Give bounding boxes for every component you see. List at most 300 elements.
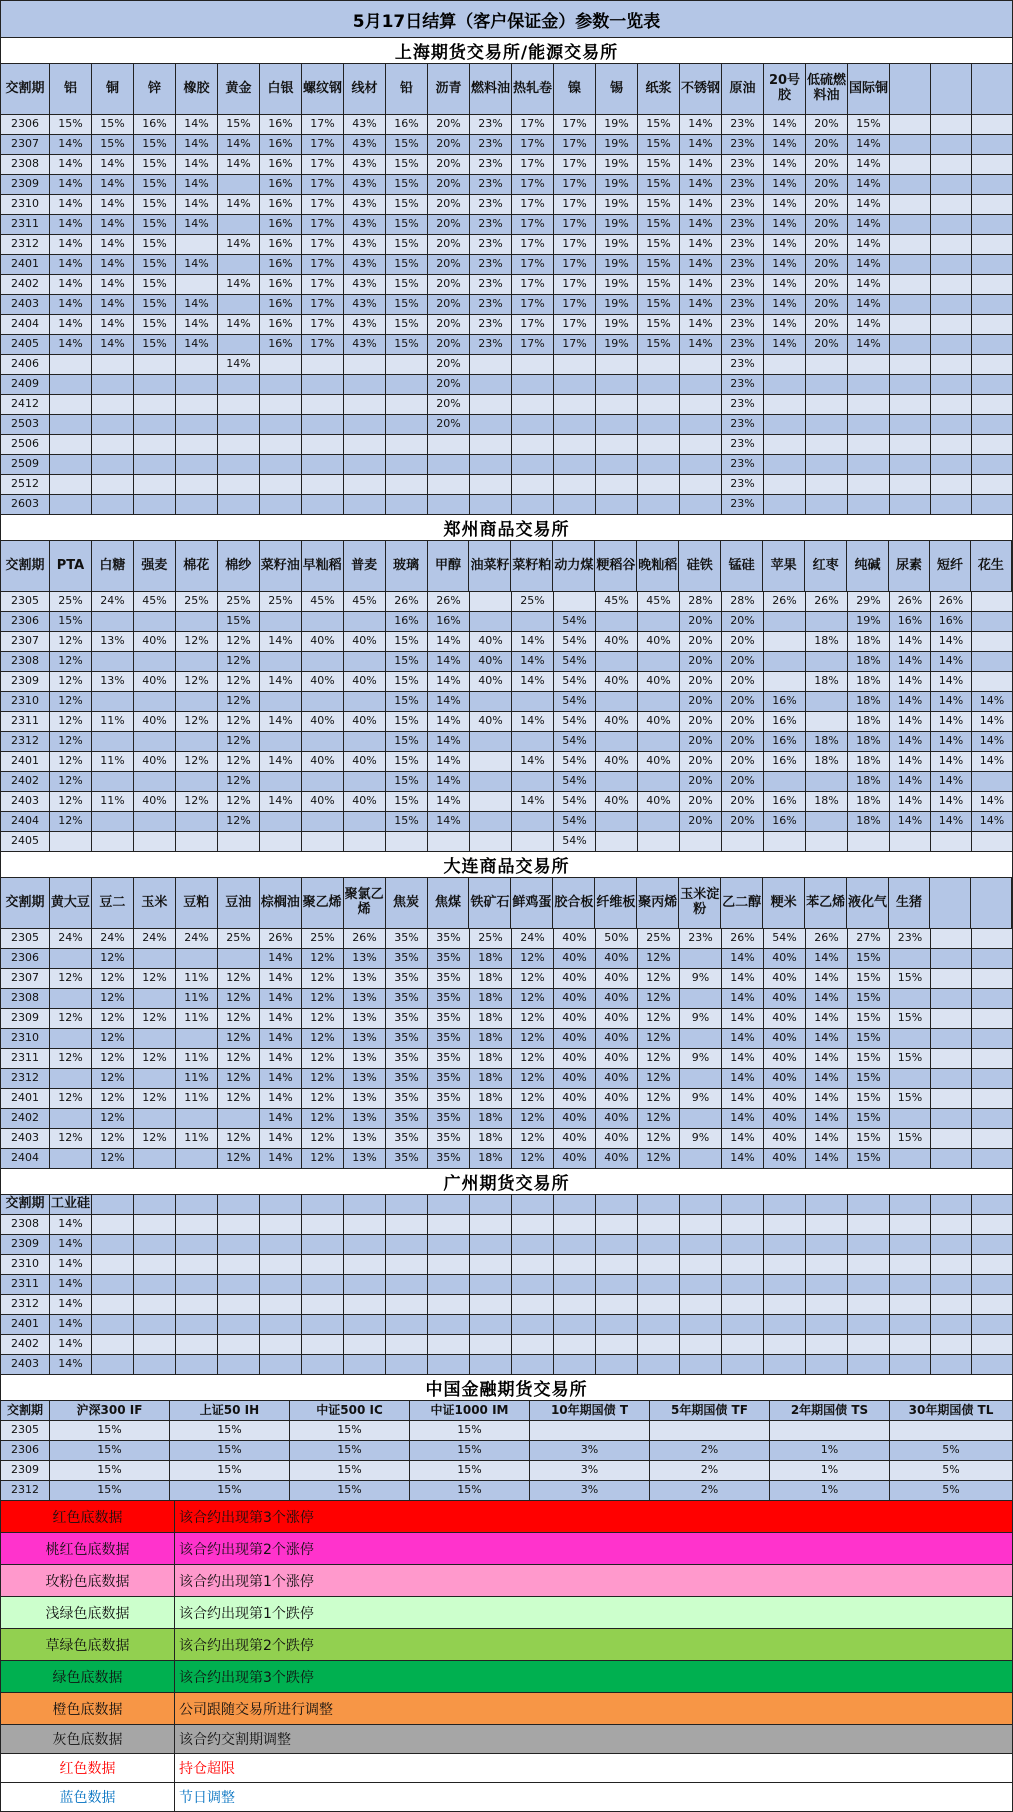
- table-cell: 14%: [428, 772, 470, 791]
- table-cell: [428, 832, 470, 851]
- table-cell: 14%: [260, 1049, 302, 1068]
- table-cell: 54%: [764, 929, 806, 948]
- table-cell: [890, 355, 931, 374]
- table-cell: 23%: [470, 135, 512, 154]
- table-cell: 35%: [386, 1129, 428, 1148]
- table-cell: 17%: [512, 335, 554, 354]
- table-row: [0, 1235, 1013, 1255]
- table-cell: [890, 415, 931, 434]
- table-cell: 15%: [134, 175, 176, 194]
- table-cell: 鲜鸡蛋: [511, 878, 553, 928]
- table-cell: 2308: [0, 155, 50, 174]
- table-cell: [931, 1295, 972, 1314]
- table-cell: [890, 135, 931, 154]
- table-cell: [470, 832, 512, 851]
- table-cell: 23%: [722, 335, 764, 354]
- table-cell: [470, 752, 512, 771]
- table-cell: [972, 415, 1013, 434]
- table-cell: [512, 1295, 554, 1314]
- table-cell: [596, 435, 638, 454]
- table-cell: 14%: [260, 1089, 302, 1108]
- table-cell: [260, 692, 302, 711]
- legend-item: [0, 1533, 1013, 1565]
- table-cell: 16%: [260, 215, 302, 234]
- table-cell: 17%: [512, 275, 554, 294]
- table-cell: 12%: [218, 632, 260, 651]
- table-cell: 12%: [512, 1069, 554, 1088]
- table-cell: 短纤: [930, 541, 971, 591]
- table-cell: [972, 1089, 1013, 1108]
- table-cell: 19%: [596, 215, 638, 234]
- exchange-section-title: 郑州商品交易所: [0, 515, 1013, 541]
- table-row: [0, 1295, 1013, 1315]
- table-cell: 2312: [0, 1069, 50, 1088]
- table-cell: [890, 395, 931, 414]
- table-cell: [806, 1215, 848, 1234]
- legend-label: 浅绿色底数据: [1, 1597, 175, 1628]
- table-cell: 24%: [50, 929, 92, 948]
- table-cell: 14%: [764, 315, 806, 334]
- table-cell: 12%: [218, 1149, 260, 1168]
- table-cell: 12%: [302, 1129, 344, 1148]
- table-cell: 40%: [596, 1069, 638, 1088]
- table-cell: 40%: [302, 752, 344, 771]
- table-cell: 14%: [680, 135, 722, 154]
- table-cell: 交割期: [0, 1401, 50, 1420]
- table-cell: [554, 355, 596, 374]
- table-cell: [931, 395, 972, 414]
- table-cell: [134, 692, 176, 711]
- table-cell: [931, 155, 972, 174]
- table-cell: 17%: [302, 135, 344, 154]
- table-cell: 35%: [386, 1149, 428, 1168]
- table-cell: [722, 1275, 764, 1294]
- table-cell: 2305: [0, 929, 50, 948]
- table-cell: 54%: [554, 612, 596, 631]
- table-cell: [92, 1195, 134, 1214]
- table-cell: 35%: [386, 1029, 428, 1048]
- table-cell: [806, 612, 848, 631]
- table-cell: [806, 1295, 848, 1314]
- table-cell: [386, 355, 428, 374]
- table-cell: [50, 415, 92, 434]
- table-cell: [554, 1335, 596, 1354]
- table-cell: 12%: [218, 732, 260, 751]
- table-cell: 12%: [50, 692, 92, 711]
- table-cell: 2307: [0, 632, 50, 651]
- legend-label: 蓝色数据: [1, 1783, 175, 1811]
- table-cell: 14%: [218, 275, 260, 294]
- table-cell: [848, 1235, 890, 1254]
- table-cell: 40%: [134, 712, 176, 731]
- table-cell: 14%: [806, 1069, 848, 1088]
- table-cell: 14%: [931, 652, 972, 671]
- table-cell: 20%: [806, 335, 848, 354]
- table-row: [0, 455, 1013, 475]
- table-cell: 15%: [386, 275, 428, 294]
- table-cell: [302, 612, 344, 631]
- table-cell: 45%: [596, 592, 638, 611]
- table-cell: [931, 969, 972, 988]
- table-cell: 16%: [386, 612, 428, 631]
- table-cell: [596, 1355, 638, 1374]
- table-cell: 23%: [470, 315, 512, 334]
- table-cell: 15%: [638, 335, 680, 354]
- table-cell: [302, 812, 344, 831]
- table-cell: [554, 1235, 596, 1254]
- table-cell: [554, 1355, 596, 1374]
- table-cell: 15%: [638, 295, 680, 314]
- table-cell: 14%: [764, 255, 806, 274]
- table-cell: 40%: [134, 632, 176, 651]
- table-cell: 23%: [722, 295, 764, 314]
- table-cell: 35%: [386, 989, 428, 1008]
- table-cell: 14%: [972, 692, 1013, 711]
- table-cell: [890, 475, 931, 494]
- table-cell: 12%: [302, 989, 344, 1008]
- table-cell: 液化气: [847, 878, 889, 928]
- table-cell: [890, 832, 931, 851]
- table-cell: [260, 1295, 302, 1314]
- table-cell: 2311: [0, 215, 50, 234]
- table-cell: 1%: [770, 1441, 890, 1460]
- table-cell: 18%: [848, 652, 890, 671]
- table-cell: [92, 355, 134, 374]
- table-cell: 2306: [0, 612, 50, 631]
- table-cell: 12%: [92, 1149, 134, 1168]
- table-row: [0, 672, 1013, 692]
- table-cell: [428, 1355, 470, 1374]
- table-cell: 15%: [386, 295, 428, 314]
- table-cell: 黄金: [218, 64, 260, 114]
- table-cell: [806, 712, 848, 731]
- table-cell: [134, 989, 176, 1008]
- table-cell: [176, 732, 218, 751]
- table-cell: [344, 1315, 386, 1334]
- table-cell: 12%: [50, 772, 92, 791]
- table-cell: [972, 1275, 1013, 1294]
- table-cell: 40%: [596, 1029, 638, 1048]
- table-cell: [470, 1335, 512, 1354]
- table-cell: [428, 1275, 470, 1294]
- legend-item: [0, 1629, 1013, 1661]
- table-cell: 23%: [722, 115, 764, 134]
- table-cell: 15%: [638, 255, 680, 274]
- table-cell: [596, 692, 638, 711]
- table-cell: 12%: [50, 652, 92, 671]
- table-cell: 3%: [530, 1441, 650, 1460]
- table-cell: 沥青: [428, 64, 470, 114]
- table-cell: 15%: [134, 135, 176, 154]
- table-cell: 2%: [650, 1481, 770, 1500]
- table-cell: 40%: [302, 672, 344, 691]
- table-cell: 23%: [722, 475, 764, 494]
- table-cell: 12%: [512, 1009, 554, 1028]
- table-cell: 18%: [470, 1149, 512, 1168]
- table-cell: [972, 949, 1013, 968]
- table-cell: [764, 375, 806, 394]
- table-cell: 14%: [260, 1029, 302, 1048]
- table-cell: [554, 375, 596, 394]
- table-cell: [638, 395, 680, 414]
- table-cell: 5年期国债 TF: [650, 1401, 770, 1420]
- table-cell: [806, 812, 848, 831]
- table-cell: [176, 1275, 218, 1294]
- table-cell: 17%: [554, 155, 596, 174]
- table-cell: 13%: [344, 1109, 386, 1128]
- table-cell: 14%: [764, 195, 806, 214]
- table-cell: [972, 612, 1013, 631]
- table-cell: 14%: [806, 1029, 848, 1048]
- table-cell: [680, 949, 722, 968]
- table-cell: 20%: [428, 375, 470, 394]
- table-cell: 14%: [218, 135, 260, 154]
- table-cell: 2401: [0, 255, 50, 274]
- table-row: [0, 1029, 1013, 1049]
- table-cell: 15%: [638, 195, 680, 214]
- table-cell: 23%: [470, 235, 512, 254]
- table-cell: 15%: [386, 732, 428, 751]
- table-cell: [302, 1355, 344, 1374]
- table-cell: 12%: [218, 1049, 260, 1068]
- legend-label: 绿色底数据: [1, 1661, 175, 1692]
- table-cell: [972, 355, 1013, 374]
- table-cell: [972, 989, 1013, 1008]
- table-cell: [344, 1295, 386, 1314]
- table-cell: [92, 732, 134, 751]
- table-cell: 23%: [470, 175, 512, 194]
- table-cell: 早籼稻: [302, 541, 344, 591]
- table-cell: 2404: [0, 315, 50, 334]
- table-cell: [848, 1335, 890, 1354]
- table-cell: [386, 475, 428, 494]
- table-cell: 豆二: [92, 878, 134, 928]
- table-cell: 14%: [50, 1295, 92, 1314]
- table-cell: 35%: [428, 929, 470, 948]
- table-row: [0, 1149, 1013, 1169]
- table-cell: [596, 1195, 638, 1214]
- table-cell: 14%: [680, 195, 722, 214]
- table-cell: 23%: [722, 435, 764, 454]
- table-cell: 18%: [848, 752, 890, 771]
- table-row: [0, 215, 1013, 235]
- table-cell: 锰硅: [721, 541, 763, 591]
- table-cell: 14%: [806, 1049, 848, 1068]
- table-cell: 14%: [428, 752, 470, 771]
- table-cell: 18%: [848, 792, 890, 811]
- table-cell: 26%: [722, 929, 764, 948]
- table-cell: 15%: [50, 1421, 170, 1440]
- table-cell: 11%: [92, 792, 134, 811]
- table-cell: PTA: [50, 541, 92, 591]
- table-cell: 2506: [0, 435, 50, 454]
- table-cell: [344, 375, 386, 394]
- table-cell: 17%: [554, 315, 596, 334]
- page-title: 5月17日结算（客户保证金）参数一览表: [0, 0, 1013, 38]
- table-cell: 24%: [512, 929, 554, 948]
- table-cell: [176, 395, 218, 414]
- table-cell: [344, 1215, 386, 1234]
- table-cell: 粳米: [763, 878, 805, 928]
- table-cell: 40%: [554, 1069, 596, 1088]
- table-cell: 5%: [890, 1461, 1013, 1480]
- table-cell: 交割期: [0, 1195, 50, 1214]
- table-cell: 26%: [931, 592, 972, 611]
- table-cell: [386, 395, 428, 414]
- table-cell: [176, 612, 218, 631]
- table-cell: 2404: [0, 812, 50, 831]
- table-cell: [260, 435, 302, 454]
- table-cell: 40%: [764, 1149, 806, 1168]
- table-cell: [890, 1149, 931, 1168]
- table-cell: 27%: [848, 929, 890, 948]
- table-cell: 20%: [722, 712, 764, 731]
- table-cell: [428, 475, 470, 494]
- table-cell: [596, 415, 638, 434]
- table-cell: 20%: [428, 175, 470, 194]
- table-cell: [931, 195, 972, 214]
- table-cell: 14%: [931, 692, 972, 711]
- table-cell: 14%: [92, 235, 134, 254]
- table-cell: 23%: [470, 155, 512, 174]
- table-cell: 15%: [410, 1461, 530, 1480]
- table-cell: [428, 1295, 470, 1314]
- table-cell: [386, 415, 428, 434]
- table-cell: 14%: [260, 752, 302, 771]
- table-cell: 15%: [50, 115, 92, 134]
- table-cell: [848, 1355, 890, 1374]
- table-cell: [806, 1355, 848, 1374]
- table-cell: [176, 1355, 218, 1374]
- table-cell: 17%: [554, 335, 596, 354]
- table-cell: [218, 335, 260, 354]
- table-cell: 15%: [50, 1481, 170, 1500]
- table-cell: 2402: [0, 772, 50, 791]
- table-cell: 16%: [764, 712, 806, 731]
- table-cell: [92, 475, 134, 494]
- table-cell: 40%: [764, 1029, 806, 1048]
- table-cell: 40%: [344, 672, 386, 691]
- table-cell: [50, 832, 92, 851]
- table-cell: 35%: [386, 949, 428, 968]
- table-row: [0, 652, 1013, 672]
- table-cell: 23%: [722, 415, 764, 434]
- table-cell: [972, 255, 1013, 274]
- table-cell: [512, 832, 554, 851]
- table-cell: [764, 1275, 806, 1294]
- table-cell: [344, 832, 386, 851]
- table-cell: [722, 1355, 764, 1374]
- table-cell: 18%: [806, 632, 848, 651]
- table-cell: 43%: [344, 335, 386, 354]
- table-cell: [302, 1275, 344, 1294]
- table-cell: 40%: [344, 792, 386, 811]
- table-cell: [176, 355, 218, 374]
- table-cell: 20%: [806, 175, 848, 194]
- table-cell: 16%: [764, 812, 806, 831]
- table-cell: 交割期: [0, 64, 50, 114]
- table-cell: [302, 1335, 344, 1354]
- table-cell: [931, 64, 972, 114]
- table-cell: 14%: [848, 215, 890, 234]
- table-cell: 12%: [512, 1129, 554, 1148]
- table-cell: [972, 772, 1013, 791]
- table-cell: [764, 672, 806, 691]
- table-cell: [470, 692, 512, 711]
- exchange-section-title: 上海期货交易所/能源交易所: [0, 38, 1013, 64]
- table-cell: 13%: [344, 1029, 386, 1048]
- table-cell: 40%: [554, 1049, 596, 1068]
- table-cell: [931, 415, 972, 434]
- table-cell: 12%: [638, 1009, 680, 1028]
- table-cell: 18%: [848, 712, 890, 731]
- table-cell: 2309: [0, 672, 50, 691]
- table-cell: 17%: [302, 235, 344, 254]
- table-cell: 2503: [0, 415, 50, 434]
- table-cell: [596, 455, 638, 474]
- table-cell: 12%: [302, 1149, 344, 1168]
- table-cell: [596, 475, 638, 494]
- table-cell: [134, 1069, 176, 1088]
- table-cell: 15%: [50, 612, 92, 631]
- table-cell: 13%: [344, 1089, 386, 1108]
- table-cell: [972, 1335, 1013, 1354]
- table-cell: 2306: [0, 949, 50, 968]
- table-cell: [428, 455, 470, 474]
- table-cell: [764, 455, 806, 474]
- table-cell: [638, 435, 680, 454]
- table-cell: [806, 355, 848, 374]
- table-cell: 14%: [806, 989, 848, 1008]
- table-cell: 16%: [260, 255, 302, 274]
- table-cell: 17%: [512, 235, 554, 254]
- table-cell: 14%: [931, 632, 972, 651]
- table-cell: [218, 415, 260, 434]
- table-cell: [50, 455, 92, 474]
- table-cell: [134, 395, 176, 414]
- table-cell: [470, 475, 512, 494]
- table-cell: 23%: [722, 355, 764, 374]
- table-cell: 20%: [680, 712, 722, 731]
- table-cell: 20%: [428, 295, 470, 314]
- table-cell: [302, 1255, 344, 1274]
- table-cell: 40%: [596, 1129, 638, 1148]
- table-cell: 23%: [470, 275, 512, 294]
- table-cell: 16%: [260, 295, 302, 314]
- table-cell: 14%: [806, 1129, 848, 1148]
- table-cell: [848, 1215, 890, 1234]
- table-cell: 35%: [428, 1129, 470, 1148]
- table-cell: 40%: [596, 792, 638, 811]
- table-cell: [218, 1255, 260, 1274]
- table-cell: 20%: [428, 315, 470, 334]
- table-cell: [848, 1315, 890, 1334]
- table-cell: [260, 475, 302, 494]
- table-cell: [512, 1315, 554, 1334]
- table-cell: [302, 1235, 344, 1254]
- table-cell: [972, 929, 1013, 948]
- table-cell: [176, 1149, 218, 1168]
- table-cell: 28%: [680, 592, 722, 611]
- table-cell: [554, 592, 596, 611]
- table-row: [0, 1355, 1013, 1375]
- table-cell: [260, 1335, 302, 1354]
- table-cell: [931, 1049, 972, 1068]
- table-cell: 43%: [344, 315, 386, 334]
- table-cell: 12%: [50, 1089, 92, 1108]
- table-cell: [680, 1029, 722, 1048]
- table-cell: 2306: [0, 115, 50, 134]
